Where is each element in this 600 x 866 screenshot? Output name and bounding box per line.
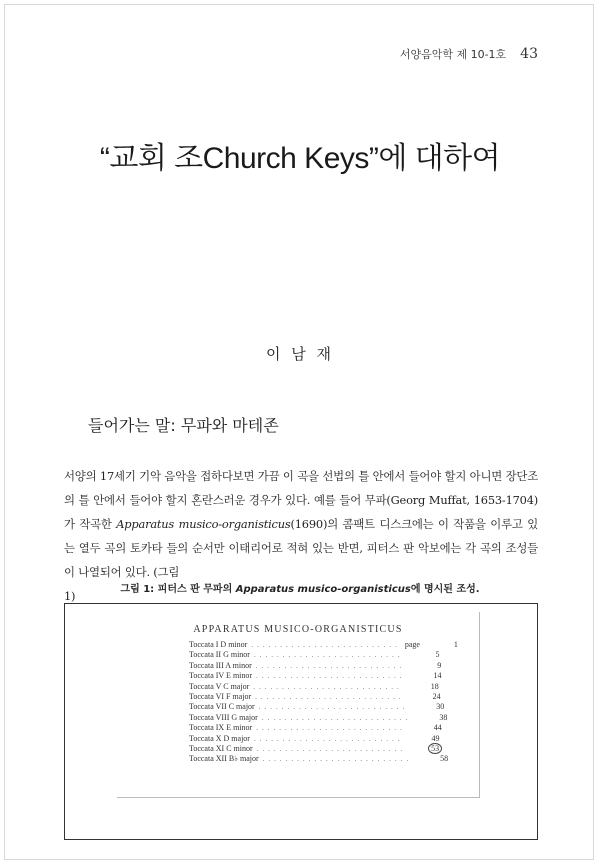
- circled-page-number: 53: [428, 743, 442, 754]
- running-head: [400, 46, 538, 62]
- facsimile-title: APPARATUS MUSICO-ORGANISTICUS: [193, 624, 403, 635]
- leader-dots: ..........................: [256, 724, 406, 733]
- author-name: 이 남 재: [265, 345, 334, 363]
- toc-entry-name: Toccata V C major: [189, 681, 250, 691]
- toc-entry-name: Toccata VII C major: [189, 702, 255, 712]
- leader-dots: ..........................: [262, 755, 413, 764]
- toc-entry-page: 30: [436, 702, 445, 712]
- article-title: “교회 조Church Keys”에 대하여: [99, 142, 501, 175]
- toc-entry-page: 9: [437, 660, 442, 670]
- toc-entry-page: 18: [430, 681, 439, 691]
- page-number: 43: [520, 46, 538, 62]
- body-line-3: (1690)의 콤팩트 디스크에는 이 작품을 이루고 있는 열두 곡의 토카타: [64, 517, 539, 555]
- body-line-5: 1): [64, 589, 76, 603]
- toc-row: [189, 733, 440, 744]
- body-line-2: 틀 안에서 들어야 할지 혼란스러운 경우가 있다. 예를 들어 무파(Georg Muffat, 1653-1704)가 작곡한: [64, 493, 538, 531]
- toc-entry-page: 24: [432, 691, 441, 701]
- toc-entry-name: Toccata X D major: [189, 733, 250, 743]
- caption-suffix: 에 명시된 조성.: [410, 584, 480, 595]
- toc-entry-name: Toccata IV E minor: [189, 671, 253, 681]
- toc-row: [189, 650, 440, 660]
- body-line-1: 서양의 17세기 기악 음악을 접하다보면 가끔 이 곡을 선법의 틀 안에서 들어야 할지 아니면 장단조의: [64, 469, 538, 507]
- section-heading: 들어가는 말: 무파와 마테존: [88, 416, 279, 435]
- leader-dots: ..........................: [255, 692, 405, 701]
- toc-entry-page: 1: [453, 640, 458, 649]
- page-label: page: [404, 640, 420, 649]
- toc-row: [189, 754, 449, 764]
- leader-dots: ..........................: [253, 651, 404, 660]
- toc-entry-name: Toccata I D minor: [189, 640, 248, 649]
- toccata-list: [189, 640, 458, 765]
- figure-caption: [0, 580, 600, 595]
- toc-entry-name: Toccata XII B♭ major: [189, 754, 259, 764]
- toc-row: [189, 723, 442, 733]
- toc-row: [189, 671, 442, 681]
- leader-dots: ..........................: [261, 713, 412, 722]
- body-work-title: Apparatus musico-organisticus: [116, 517, 291, 531]
- journal-name: 서양음악학 제 10-1호: [399, 48, 507, 61]
- toc-row: [189, 681, 439, 692]
- toc-entry-page: [410, 744, 442, 754]
- toc-row: [189, 640, 458, 650]
- toc-entry-name: Toccata II G minor: [189, 650, 250, 660]
- toc-row: [189, 712, 448, 723]
- toc-entry-page: 14: [433, 671, 442, 681]
- toc-entry-name: Toccata III A minor: [189, 660, 252, 670]
- toc-entry-name: Toccata VI F major: [189, 691, 252, 701]
- score-facsimile: [117, 612, 480, 798]
- caption-prefix: 그림 1: 피터스 판 무파의: [120, 584, 236, 595]
- toc-row: [189, 660, 442, 671]
- toc-entry-page: 38: [439, 712, 448, 722]
- leader-dots: ..........................: [253, 682, 403, 691]
- toc-entry-page: 49: [431, 733, 440, 743]
- leader-dots: ..........................: [253, 734, 404, 743]
- leader-dots: ..........................: [258, 703, 409, 712]
- leader-dots: ..........................: [251, 641, 401, 649]
- toc-entry-name: Toccata XI C minor: [189, 743, 253, 753]
- toc-row: [189, 691, 441, 702]
- body-line-4: 들의 순서만 이태리어로 적혀 있는 반면, 피터스 판 악보에는 각 곡의 조성들이 나열되어 있다. (그림: [64, 541, 538, 579]
- leader-dots: ..........................: [256, 672, 406, 681]
- toc-entry-page: 5: [435, 650, 440, 660]
- leader-dots: ..........................: [255, 661, 406, 670]
- toc-entry-name: Toccata IX E minor: [189, 723, 253, 733]
- caption-work-title: Apparatus musico-organisticus: [235, 584, 411, 595]
- toc-entry-name: Toccata VIII G major: [189, 712, 258, 722]
- toc-entry-page: 58: [440, 754, 449, 764]
- toc-entry-page: 44: [433, 723, 442, 733]
- toc-row: [189, 702, 445, 712]
- toc-row: [189, 743, 440, 754]
- leader-dots: ..........................: [256, 744, 407, 753]
- figure-frame: [64, 603, 538, 840]
